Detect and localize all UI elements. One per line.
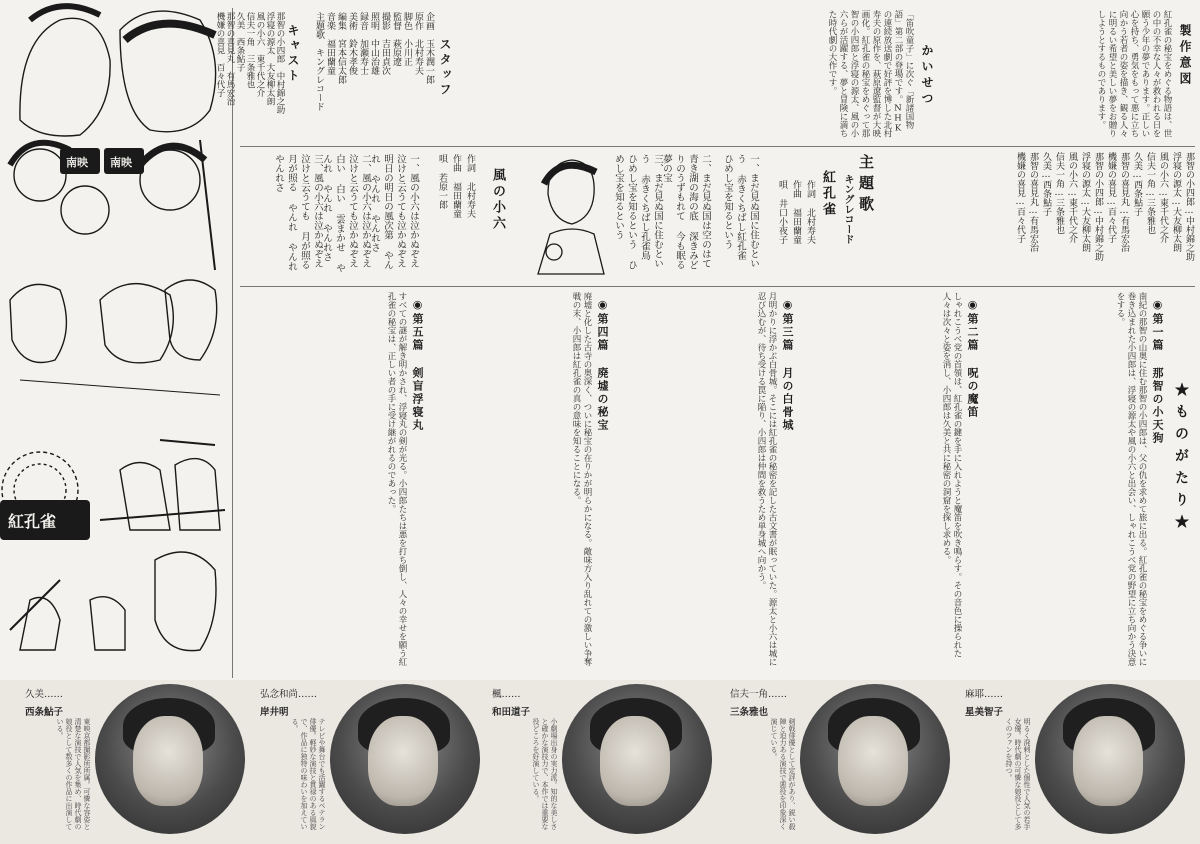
illustration-column	[0, 0, 235, 680]
episode	[616, 292, 795, 676]
staff-entry: 音楽 福田蘭童	[325, 12, 335, 75]
cast-right-entry: 浮寝の源太…大友柳太朗	[1171, 152, 1181, 252]
divider-top	[240, 146, 1195, 147]
song1-credits	[776, 180, 816, 280]
song2-verses	[273, 154, 420, 280]
portrait-actor: 岸井明	[260, 707, 289, 718]
divider-middle	[240, 286, 1195, 287]
portrait-actor: 星美智子	[965, 707, 1004, 718]
song-verse: 一、風の小六は泣かぬぞえ 泣けと云うても泣かぬぞえ 明日の明日の風次第 やんれ やんれ やんれさ	[369, 154, 419, 270]
seisaku-block	[944, 10, 1196, 140]
staff-entry: 主題歌 キングレコード	[314, 12, 324, 111]
episode	[986, 292, 1165, 676]
seisaku-heading: 製作意図	[1178, 24, 1192, 88]
episode-body: 南紀の那智の山奥に住む那智の小四郎は、父の仇を求めて旅に出る。紅孔雀の秘宝をめぐる争いに巻き込まれた小四郎は、浮寝の源太や風の小六と出会い、しゃれこうべ党の野望に立ち向かう決意をする。	[1115, 292, 1147, 666]
episode-title: ◉第一篇 那智の小天狗	[1151, 298, 1164, 445]
portrait-caption	[25, 686, 95, 718]
episode-title: ◉第三篇 月の白骨城	[781, 298, 794, 432]
song2-credits	[436, 154, 476, 280]
character-illustrations	[0, 0, 235, 680]
cast-right-entry: 信夫一角…三条雅也	[1054, 152, 1064, 234]
cast-heading: キャスト	[286, 24, 300, 84]
song-verse: 二、まだ見ぬ国は空のはて 青き湖の海の底 深きみどりのうずもれて 今も眠る夢の宝	[661, 154, 711, 270]
portrait-face	[368, 716, 438, 806]
staff-entry: 録音 加瀬寿士	[358, 12, 368, 75]
portrait-bio: 小劇場出身の実力派。知的な美しさと確かな演技力で、本作では重要な役どころを好演している。	[532, 718, 558, 830]
cast-right-entry: 信夫一角…三条雅也	[1145, 152, 1155, 234]
cast-right-entry: 那智の喜見丸…有馬宏治	[1119, 152, 1129, 252]
portrait-face	[133, 716, 203, 806]
staff-entry: 編集 宮本信太郎	[336, 12, 346, 84]
episode-body: しゃれこうべ党の首領は、紅孔雀の鍵を手に入れようと魔笛を吹き鳴らす。その音色に操られた人々は次々と姿を消し、小四郎は久美と共に秘密の洞窟を探し求める。	[941, 292, 962, 658]
song-verse: 三、風の小六は泣かぬぞえ 泣けと云うても 月が照る 月が照る やんれ やんれ やんれさ	[273, 154, 323, 271]
portrait-role: 信夫一角……	[730, 689, 788, 700]
song-credit: 作詞 北村寿夫	[805, 180, 815, 244]
cast-list	[215, 12, 284, 140]
episode-title: ◉第二篇 呪の魔笛	[966, 298, 979, 419]
portrait-caption	[965, 686, 1035, 718]
song-credit: 唄 若原一郎	[437, 154, 447, 209]
song1-verses	[613, 154, 760, 280]
portrait-photo	[330, 684, 480, 834]
staff-entry: 撮影 吉田貞次	[380, 12, 390, 75]
song-credit: 作曲 福田蘭童	[451, 154, 461, 218]
portrait-face	[600, 716, 670, 806]
portrait-face	[1073, 716, 1143, 806]
episode-body: 廃墟と化した古寺の奥深く、ついに秘宝の在りかが明らかになる。敵味方入り乱れての激しい争奪戦の末、小四郎は紅孔雀の真の意味を知ることになる。	[571, 292, 592, 666]
cast-right-entry: 風の小六…東千代之介	[1067, 152, 1077, 243]
portrait-photo	[562, 684, 712, 834]
cast-entry: 機嫌の喜見 百々代子	[215, 12, 225, 97]
cast-entry: 浮寝の源太 大友柳太朗	[265, 12, 275, 106]
song-credit: 作詞 北村寿夫	[465, 154, 475, 218]
episode	[431, 292, 610, 676]
song-verse: 二、風の小六は泣かぬぞえ 泣けと云うても泣かぬぞえ 白い 白い 雲まかせ やんれ やんれ やんれさ	[321, 154, 371, 273]
signboard-text-2: 南映	[110, 156, 132, 169]
song2-title: 風の小六	[490, 168, 505, 232]
theme-song-label: キングレコード	[842, 174, 853, 244]
staff-entry: 照明 中山治雄	[369, 12, 379, 75]
portrait-caption	[730, 686, 800, 718]
peacock-sign-text: 紅孔雀	[8, 512, 57, 531]
episode-body: すべての謎が解き明かされ、浮寝丸の剣が光る。小四郎たちは悪を打ち倒し、人々の幸せを願う紅孔雀の秘宝は、正しい者の手に受け継がれるのであった。	[386, 292, 407, 666]
episode-body: 月明かりに浮かぶ白骨城。そこには紅孔雀の秘密を記した古文書が眠っていた。源太と小六は城に忍び込むが、待ち受ける罠に陥り、小四郎は仲間を救うため単身城へ向かう。	[756, 292, 777, 666]
portrait-photo	[1035, 684, 1185, 834]
song-credit: 唄 井口小夜子	[777, 180, 787, 244]
episode	[801, 292, 980, 676]
episode	[246, 292, 425, 676]
song-verse: 一、まだ見ぬ国に住むという 赤きくちばし紅孔雀 ひめし宝を知るという	[722, 154, 759, 268]
theme-song-block	[240, 150, 880, 282]
singer-illustration	[530, 154, 610, 276]
song-credit: 作曲 福田蘭童	[791, 180, 801, 244]
cast-right-entry: 浮寝の源太…大友柳太朗	[1080, 152, 1090, 252]
cast-right-entry: 那智の喜見丸…有馬宏治	[1028, 152, 1038, 252]
cast-entry: 風の小六 東千代之介	[255, 12, 265, 97]
cast-block	[215, 10, 302, 140]
cast-right-entry: 久美…西条鮎子	[1132, 152, 1142, 216]
cast-entry: 那智の喜見丸 有馬宏治	[225, 12, 235, 106]
cast-right-entry: 機嫌の喜見…百々代子	[1106, 152, 1116, 243]
staff-block	[306, 10, 456, 140]
staff-heading: スタッフ	[438, 38, 452, 98]
staff-entry: 原作 北村寿夫	[413, 12, 423, 75]
portrait-caption	[492, 686, 562, 718]
signboard-text-1: 南映	[66, 156, 88, 169]
staff-list	[313, 12, 434, 140]
portrait-caption	[260, 686, 330, 718]
portrait-actor: 三条雅也	[730, 707, 769, 718]
staff-entry: 企画 玉木潤一郎	[424, 12, 434, 84]
portrait-bio: 東映京都撮影所所属。可憐な容姿と清楚な演技で人気を集め、時代劇の娘役として数多くの作品に出演している。	[56, 718, 91, 830]
portrait-bio: 剣戟俳優として定評があり、鋭い殺陣と迫力ある演技で悪役を印象深く演じている。	[770, 718, 796, 830]
song1-title: 紅孔雀	[820, 170, 835, 218]
episode-title: ◉第四篇 廃墟の秘宝	[596, 298, 609, 432]
staff-entry: 監督 萩原遼	[391, 12, 401, 66]
kaisetsu-block	[460, 10, 940, 140]
staff-entry: 脚色 小川正	[402, 12, 412, 66]
episode-title: ◉第五篇 剣盲浮寝丸	[411, 298, 424, 432]
portrait-photo	[800, 684, 950, 834]
theme-song-heading: 主題歌	[857, 154, 875, 217]
portrait-actor: 西条鮎子	[25, 707, 64, 718]
portrait-bio: 明るく溌剌とした個性で人気の若手女優。時代劇の可憐な娘役として多くのファンを持つ。	[1005, 718, 1031, 830]
cast-entry: 信夫一角 三条雅也	[245, 12, 255, 89]
synopsis-episodes	[240, 292, 1165, 676]
portrait-bio: テレビや舞台でも活躍するベテラン俳優。軽妙な演技と貫禄のある風貌で、作品に独特の味わいを加えている。	[291, 718, 326, 830]
portrait-role: 麻耶……	[965, 689, 1004, 700]
cast-right-block	[888, 150, 1194, 282]
portrait-role: 楓……	[492, 689, 521, 700]
portrait-photo	[95, 684, 245, 834]
cast-right-entry: 那智の小四郎…中村錦之助	[1184, 152, 1194, 261]
seisaku-body: 紅孔雀の秘宝をめぐる物語は、世の中の不幸な人々が救われる日を願う少年の夢であります。正しい心を持ち、勇気をもって悪に立ち向かう若者の姿を描き、観る人々に明るい希望と美しい夢をお贈りしようとするものであります。	[1096, 10, 1172, 138]
cast-right-list	[1015, 152, 1194, 280]
cast-right-entry: 風の小六…東千代之介	[1158, 152, 1168, 243]
kaisetsu-heading: かいせつ	[920, 44, 934, 108]
staff-entry: 美術 鈴木孝俊	[347, 12, 357, 75]
portrait-actor: 和田道子	[492, 707, 531, 718]
cast-entry: 那智の小四郎 中村錦之助	[275, 12, 285, 114]
portrait-role: 弘念和尚……	[260, 689, 318, 700]
cast-right-entry: 那智の小四郎…中村錦之助	[1093, 152, 1103, 261]
kaisetsu-body: 「笛吹童子」に次ぐ「新諸国物語」第二部の登場です。NHKの連続放送劇で好評を博した北村寿夫の原作を、萩原遼監督が大映画化。紅孔雀の秘宝をめぐって那智の小四郎と浮寝の源太、風の小六らが活躍する、夢と冒険に満ちた時代劇の大作です。	[827, 10, 914, 138]
cast-entry: 久美 西条鮎子	[235, 12, 245, 72]
cast-right-entry: 機嫌の喜見…百々代子	[1015, 152, 1025, 243]
synopsis-block	[240, 292, 1195, 676]
song-verse: 三、まだ見ぬ国に住むという 赤きくちばし孔雀鳥 ひめし宝を知るという ひめし宝を知るという	[613, 154, 663, 270]
portrait-role: 久美……	[25, 689, 64, 700]
synopsis-heading: ★ものがたり★	[1173, 382, 1189, 536]
portrait-face	[838, 716, 908, 806]
cast-right-entry: 久美…西条鮎子	[1041, 152, 1051, 216]
